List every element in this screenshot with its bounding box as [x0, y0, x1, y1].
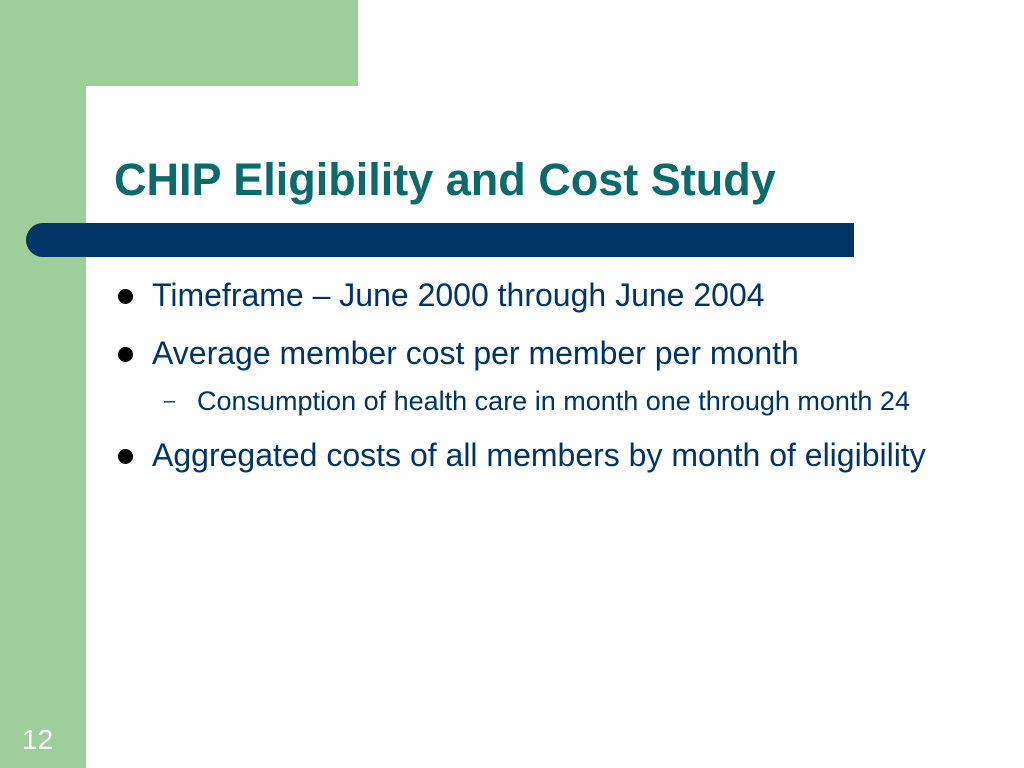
- dash-icon: –: [164, 390, 176, 412]
- bullet-dot-icon: [118, 347, 133, 362]
- title-underline-bar: [26, 223, 854, 257]
- bullet-item: [114, 272, 994, 318]
- bullet-dot-icon: [118, 289, 133, 304]
- sub-bullet-item: [114, 382, 994, 420]
- green-top-band: [0, 0, 358, 86]
- page-number: 12: [22, 724, 54, 755]
- bullet-item: [114, 330, 994, 376]
- sub-bullet-text: Consumption of health care in month one through month 24: [197, 386, 910, 416]
- slide-title: CHIP Eligibility and Cost Study: [114, 154, 776, 205]
- green-side-band: [0, 0, 86, 768]
- bullet-item: [114, 432, 994, 478]
- bullet-list: [114, 272, 994, 490]
- bullet-text: Average member cost per member per month: [152, 335, 799, 371]
- bullet-text: Timeframe – June 2000 through June 2004: [152, 277, 765, 313]
- bullet-dot-icon: [118, 449, 133, 464]
- bullet-text: Aggregated costs of all members by month of eligibility: [152, 437, 926, 473]
